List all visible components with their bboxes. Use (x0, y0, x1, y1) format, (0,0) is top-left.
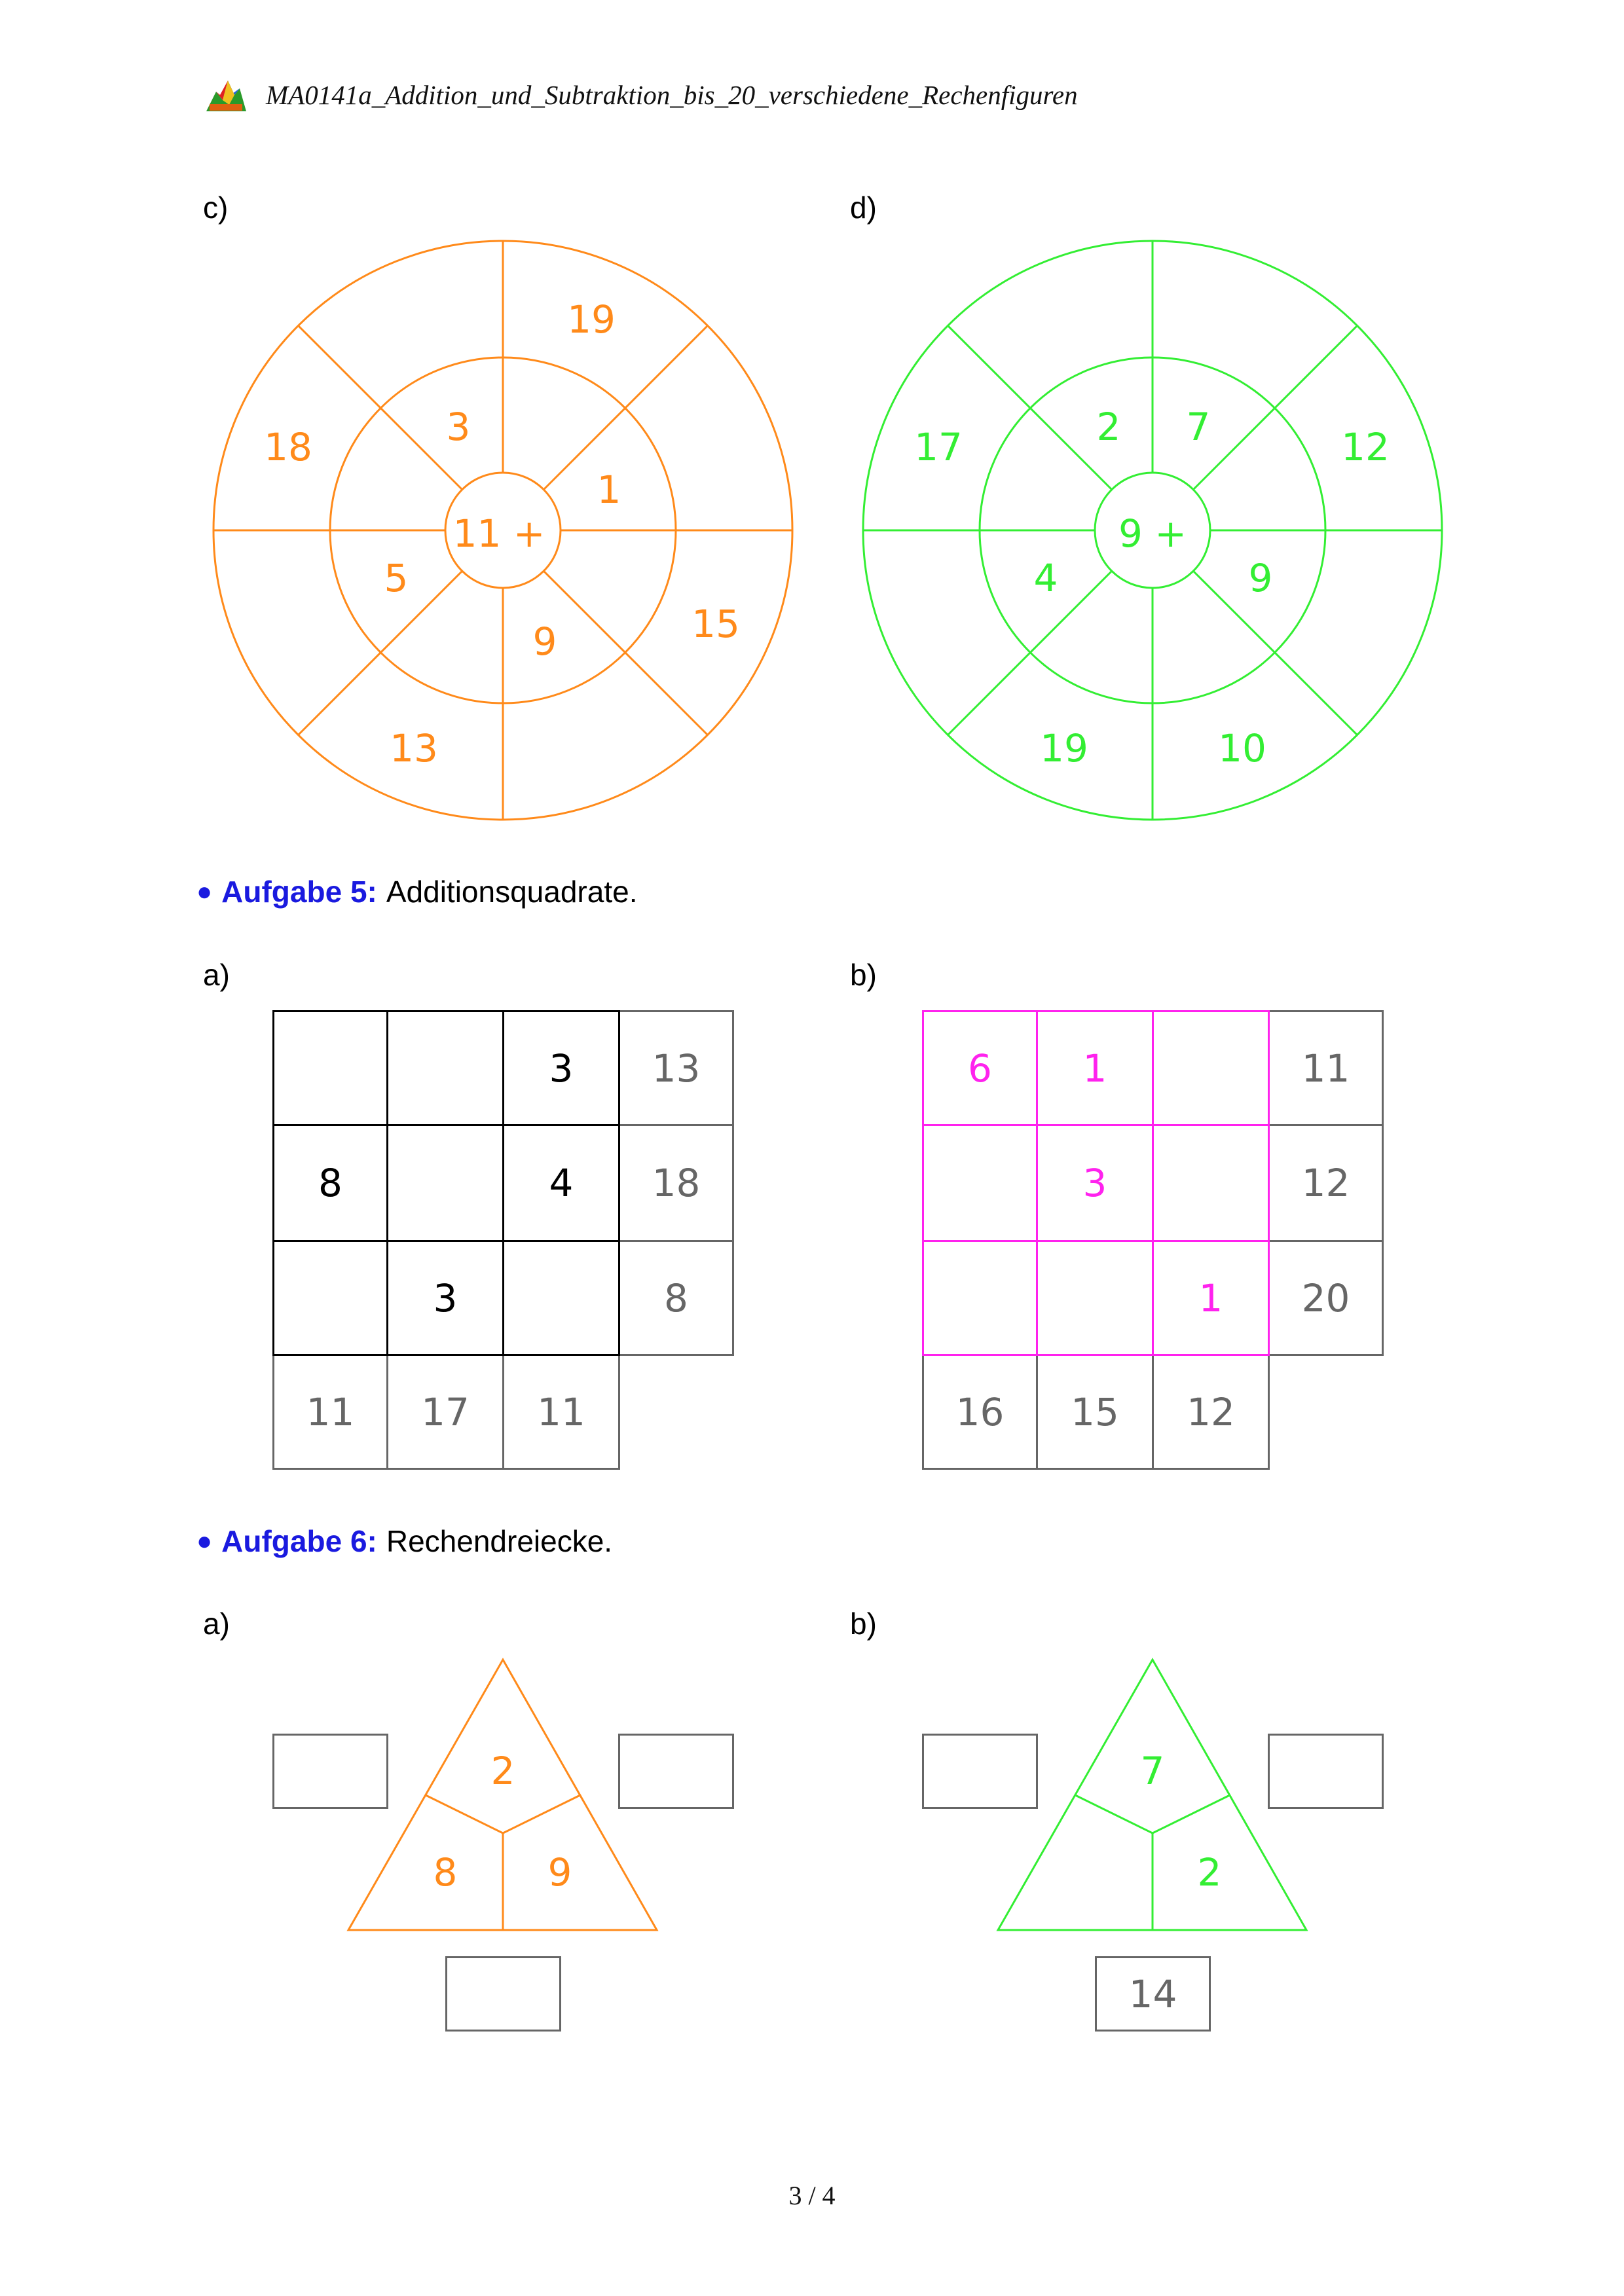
triangle-a-box-left[interactable] (272, 1734, 388, 1809)
square-b-cell[interactable] (1152, 1010, 1270, 1126)
square-a-cell[interactable] (272, 1240, 388, 1356)
triangle-a-left: 8 (433, 1850, 458, 1895)
triangle-a-top: 2 (490, 1749, 515, 1793)
square-b-cell[interactable] (1036, 1240, 1154, 1356)
wheel-c-inner: 5 (384, 556, 409, 600)
wheel-c-outer: 18 (264, 425, 312, 469)
triangle-b-box-bottom: 14 (1095, 1956, 1211, 2032)
square-b-row-sum: 11 (1268, 1010, 1384, 1126)
wheel-d-outer: 10 (1218, 726, 1266, 771)
triangle-b-box-left[interactable] (922, 1734, 1038, 1809)
task5-heading (196, 874, 637, 909)
square-a-col-sum: 17 (386, 1354, 504, 1470)
label-c: c) (203, 191, 229, 225)
square-b-cell[interactable] (922, 1124, 1038, 1242)
task5-name: Aufgabe 5: (221, 875, 377, 909)
task5-label-b: b) (850, 958, 877, 992)
wheel-c-inner: 9 (532, 619, 557, 664)
wheel-d-inner: 2 (1096, 405, 1121, 449)
wheel-d-outer: 17 (914, 425, 963, 469)
task5-text: Additionsquadrate. (386, 875, 638, 909)
square-a-row-sum: 18 (618, 1124, 734, 1242)
wheel-c-outer: 13 (390, 726, 438, 771)
square-a-cell[interactable] (502, 1240, 620, 1356)
square-a-cell[interactable] (272, 1010, 388, 1126)
square-b-cell: 1 (1036, 1010, 1154, 1126)
task5-label-a: a) (203, 958, 230, 992)
wheel-d-outer: 19 (1040, 726, 1088, 771)
triangle-a (348, 1660, 657, 1930)
square-a-cell: 3 (502, 1010, 620, 1126)
triangle-b-box-right[interactable] (1268, 1734, 1384, 1809)
square-a-row-sum: 8 (618, 1240, 734, 1356)
wheel-c-outer: 15 (692, 602, 740, 646)
triangle-b-right: 2 (1197, 1850, 1222, 1895)
wheel-d-center: 9 + (1118, 511, 1187, 556)
page-number: 3 / 4 (788, 2181, 836, 2210)
square-b-cell: 1 (1152, 1240, 1270, 1356)
task6-heading (196, 1523, 612, 1559)
square-b-cell[interactable] (1152, 1124, 1270, 1242)
task6-text: Rechendreiecke. (386, 1524, 613, 1558)
square-b-col-sum: 16 (922, 1354, 1038, 1470)
square-b-cell[interactable] (922, 1240, 1038, 1356)
wheel-d-inner: 7 (1186, 405, 1211, 449)
bullet-icon: ● (196, 1526, 213, 1556)
document-title: MA0141a_Addition_und_Subtraktion_bis_20_verschiedene_Rechenfiguren (266, 80, 1078, 110)
label-d: d) (850, 191, 877, 225)
wheel-c-outer: 19 (567, 297, 616, 342)
square-a-cell: 8 (272, 1124, 388, 1242)
square-a-cell: 3 (386, 1240, 504, 1356)
square-b-row-sum: 20 (1268, 1240, 1384, 1356)
bullet-icon: ● (196, 877, 213, 906)
triangle-b-top: 7 (1140, 1749, 1165, 1793)
triangle-a-right: 9 (547, 1850, 572, 1895)
task6-name: Aufgabe 6: (221, 1524, 377, 1558)
wheel-d-outer: 12 (1341, 425, 1390, 469)
square-b-cell: 3 (1036, 1124, 1154, 1242)
square-a-cell: 4 (502, 1124, 620, 1242)
task6-label-b: b) (850, 1607, 877, 1641)
wheel-d-inner: 4 (1033, 556, 1058, 600)
wheel-c-inner: 3 (446, 405, 471, 449)
square-b-row-sum: 12 (1268, 1124, 1384, 1242)
square-b-col-sum: 12 (1152, 1354, 1270, 1470)
wheel-d-inner: 9 (1248, 556, 1273, 600)
triangle-a-box-right[interactable] (618, 1734, 734, 1809)
wheel-c-inner: 1 (597, 467, 621, 512)
square-b-cell: 6 (922, 1010, 1038, 1126)
square-b-col-sum: 15 (1036, 1354, 1154, 1470)
triangle-a-box-bottom[interactable] (445, 1956, 561, 2032)
square-a-cell[interactable] (386, 1124, 504, 1242)
task6-label-a: a) (203, 1607, 230, 1641)
triangle-b (998, 1660, 1306, 1930)
square-a-cell[interactable] (386, 1010, 504, 1126)
square-a-col-sum: 11 (272, 1354, 388, 1470)
square-a-row-sum: 13 (618, 1010, 734, 1126)
wheel-c-center: 11 + (452, 511, 545, 556)
square-a-col-sum: 11 (502, 1354, 620, 1470)
